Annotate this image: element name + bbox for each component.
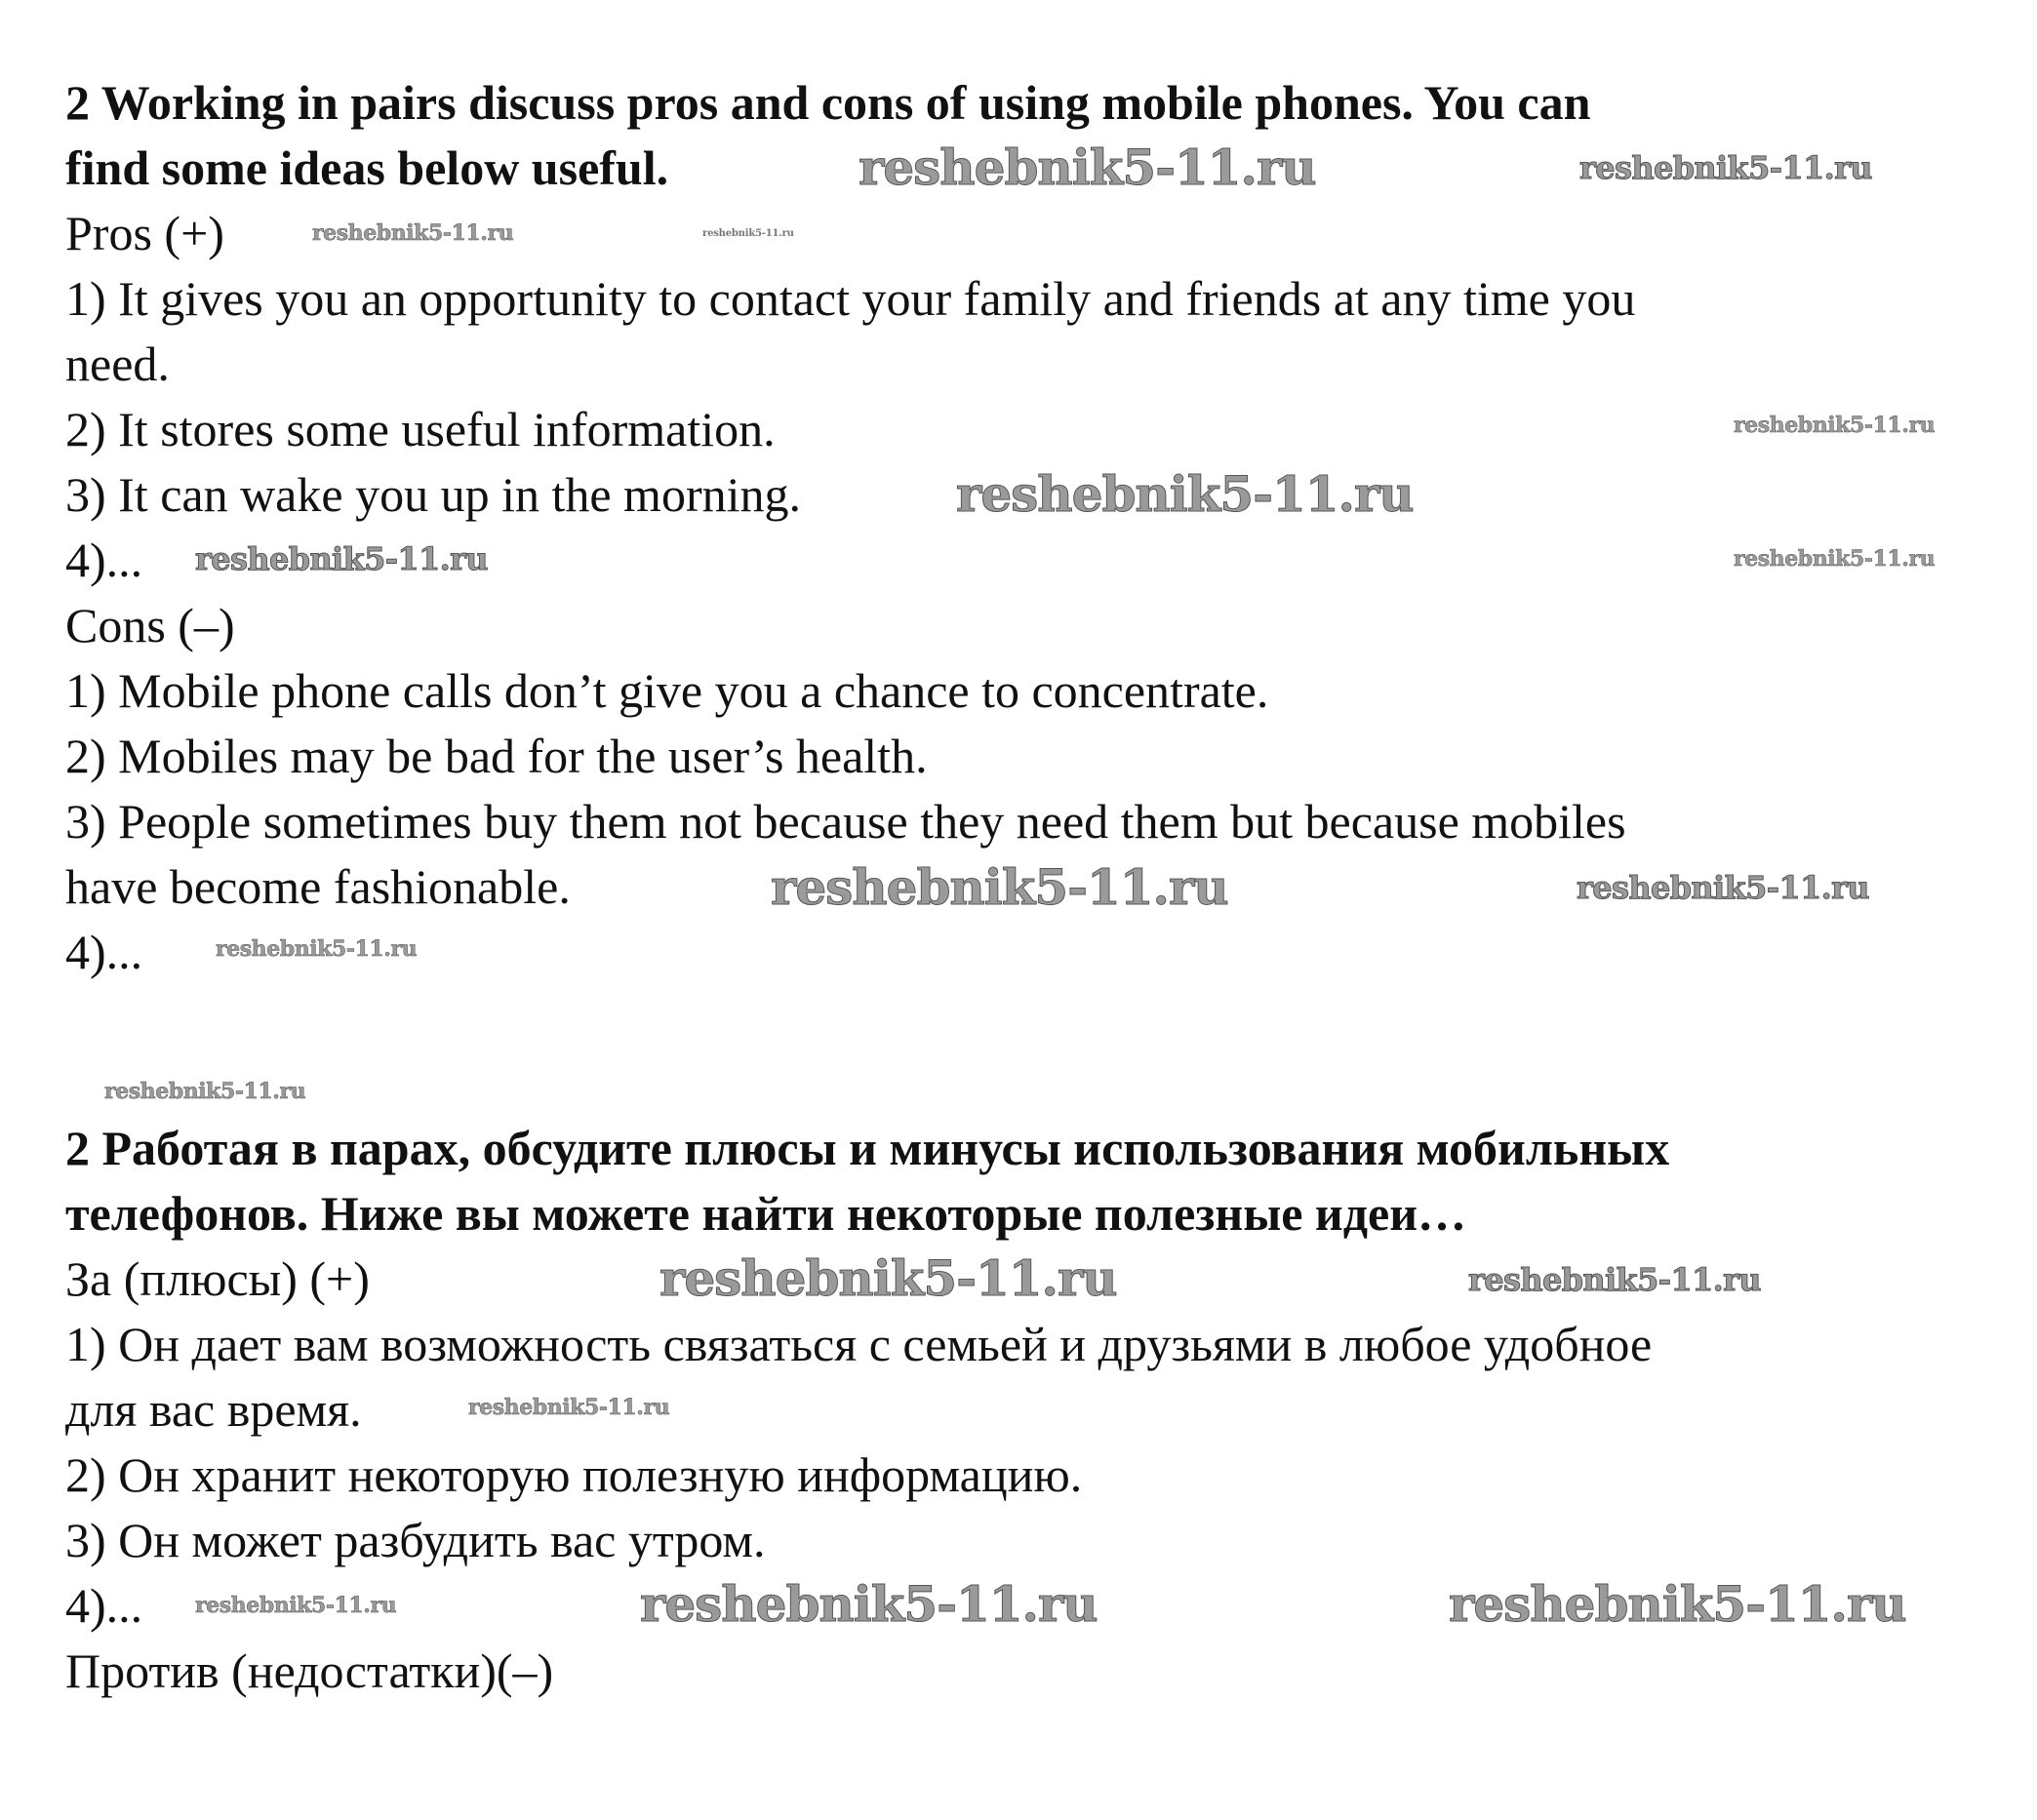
watermark: reshebnik5-11.ru	[1468, 1261, 1761, 1298]
watermark: reshebnik5-11.ru	[702, 228, 794, 239]
watermark: reshebnik5-11.ru	[1577, 869, 1869, 906]
cons-item: 4)...	[65, 925, 143, 979]
russian-pros-label: За (плюсы) (+)	[65, 1251, 370, 1306]
pros-item: need.	[65, 336, 170, 391]
russian-heading-line-1: 2 Работая в парах, обсудите плюсы и минусы использования мобильных	[65, 1121, 1670, 1175]
pros-item: 4)...	[65, 533, 143, 587]
pros-item: 3) It can wake you up in the morning.	[65, 467, 801, 522]
cons-item: have become fashionable.	[65, 859, 571, 914]
russian-pros-item: 2) Он хранит некоторую полезную информацию.	[65, 1447, 1083, 1502]
watermark: reshebnik5-11.ru	[859, 138, 1316, 196]
watermark: reshebnik5-11.ru	[104, 1079, 306, 1104]
watermark: reshebnik5-11.ru	[1734, 546, 1936, 572]
english-heading-line-2: find some ideas below useful.	[65, 140, 669, 195]
watermark: reshebnik5-11.ru	[1579, 149, 1872, 186]
russian-pros-item: 4)...	[65, 1578, 143, 1633]
english-heading-line-1: 2 Working in pairs discuss pros and cons of using mobile phones. You can	[65, 75, 1591, 130]
russian-heading-line-2: телефонов. Ниже вы можете найти некоторые полезные идеи…	[65, 1186, 1467, 1241]
watermark: reshebnik5-11.ru	[771, 858, 1228, 916]
watermark: reshebnik5-11.ru	[312, 220, 514, 246]
watermark: reshebnik5-11.ru	[1449, 1575, 1906, 1633]
cons-item: 1) Mobile phone calls don’t give you a chance to concentrate.	[65, 663, 1269, 718]
russian-pros-item: для вас время.	[65, 1382, 362, 1437]
pros-label: Pros (+)	[65, 206, 224, 260]
section-gap	[65, 985, 1669, 1116]
cons-label: Cons (–)	[65, 598, 235, 653]
watermark: reshebnik5-11.ru	[216, 936, 418, 962]
cons-item: 2) Mobiles may be bad for the user’s health.	[65, 729, 928, 783]
watermark: reshebnik5-11.ru	[468, 1395, 670, 1420]
russian-cons-label: Против (недостатки)(–)	[65, 1643, 554, 1698]
watermark: reshebnik5-11.ru	[640, 1575, 1098, 1633]
watermark: reshebnik5-11.ru	[195, 1593, 397, 1618]
pros-item: 1) It gives you an opportunity to contact your family and friends at any time you	[65, 271, 1636, 326]
russian-pros-item: 3) Он может разбудить вас утром.	[65, 1513, 766, 1567]
russian-pros-item: 1) Он дает вам возможность связаться с семьей и друзьями в любое удобное	[65, 1317, 1653, 1371]
watermark: reshebnik5-11.ru	[956, 465, 1414, 523]
watermark: reshebnik5-11.ru	[659, 1249, 1117, 1307]
watermark: reshebnik5-11.ru	[195, 540, 488, 577]
cons-item: 3) People sometimes buy them not because they need them but because mobiles	[65, 794, 1626, 849]
watermark: reshebnik5-11.ru	[1734, 413, 1936, 438]
pros-item: 2) It stores some useful information.	[65, 402, 776, 456]
